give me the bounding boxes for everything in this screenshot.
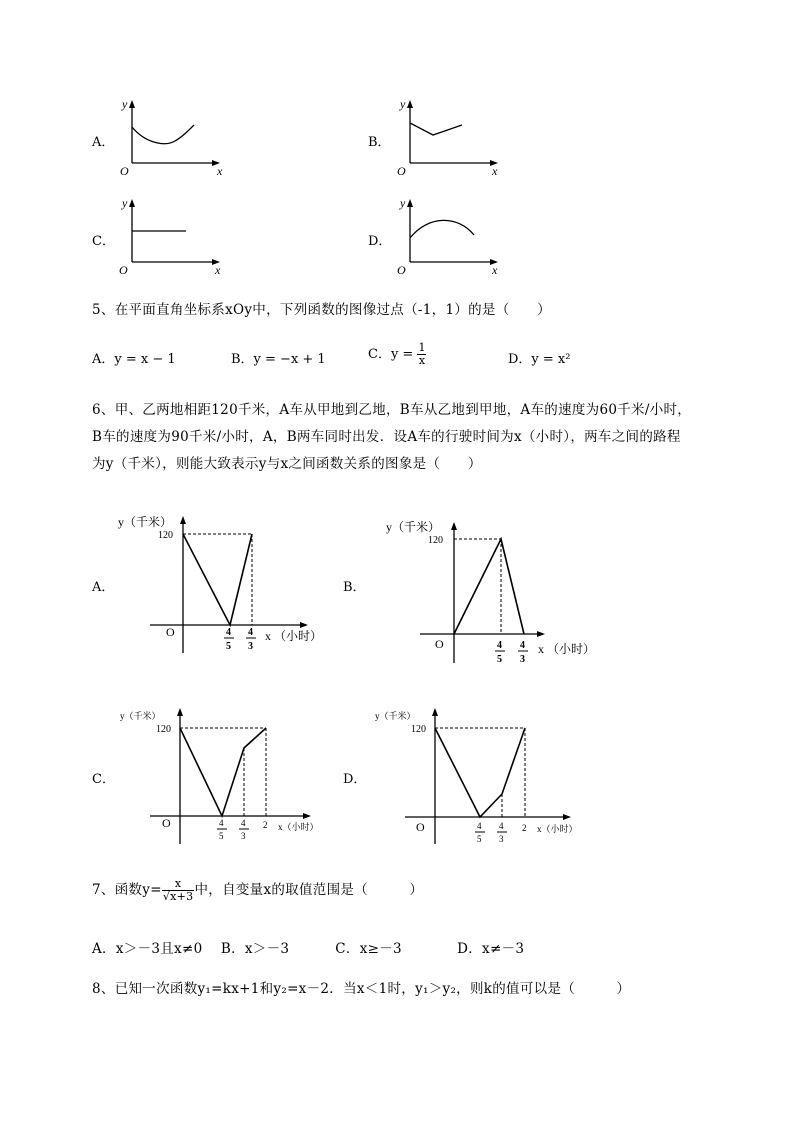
x-axis-label: x（小时） xyxy=(278,822,319,832)
question-7-options: A．x＞－3且x≠0 B．x＞－3 C．x≥－3 D．x≠－3 xyxy=(92,941,525,957)
tick-120: 120 xyxy=(156,724,171,735)
q5-option-d: D．y = x² xyxy=(508,352,571,367)
y-axis-label: y xyxy=(400,196,406,210)
q6-option-c-label: C． xyxy=(92,772,115,787)
q6-graph-b xyxy=(380,508,620,673)
y-axis-label: y（千米） xyxy=(120,711,161,721)
q6-option-b-label: B． xyxy=(343,580,366,595)
graph-4a xyxy=(110,95,230,180)
tick-4-5-num: 4 xyxy=(497,640,502,651)
q5-option-c-fraction xyxy=(417,342,426,367)
graph-4d xyxy=(388,193,508,278)
q6-graph-a xyxy=(110,508,340,668)
q5-option-c-prefix: C．y = xyxy=(368,347,414,362)
q6-option-d-label: D． xyxy=(343,772,367,787)
x-axis-label: x xyxy=(217,164,223,178)
fraction-numerator: 1 xyxy=(418,341,426,354)
tick-120: 120 xyxy=(158,530,173,541)
tick-4-3-den: 3 xyxy=(520,654,525,665)
option-b-label: B． xyxy=(368,135,391,150)
tick-4-5-den: 5 xyxy=(477,834,482,844)
y-axis-label: y（千米） xyxy=(386,520,441,534)
question-6-line-1: 6、甲、乙两地相距120千米，A车从甲地到乙地，B车从乙地到甲地，A车的速度为60千米/小时， xyxy=(92,402,692,418)
tick-4-3-den: 3 xyxy=(499,834,504,844)
origin-label: O xyxy=(162,816,171,830)
tick-4-3-num: 4 xyxy=(499,821,504,831)
x-axis-label: x（小时） xyxy=(537,824,578,834)
tick-4-3-num: 4 xyxy=(520,640,525,651)
origin-label: O xyxy=(119,263,128,277)
option-d-label: D． xyxy=(368,234,392,249)
q5-option-a: A．y = x − 1 xyxy=(92,352,176,367)
x-axis-label: x xyxy=(215,263,221,277)
tick-2: 2 xyxy=(522,823,527,833)
x-axis-label: x xyxy=(492,164,498,178)
q7-stem-suffix: 中，自变量x的取值范围是（ ） xyxy=(194,882,424,898)
tick-4-5-den: 5 xyxy=(497,654,502,665)
origin-label: O xyxy=(166,625,175,639)
y-axis-label: y（千米） xyxy=(118,515,173,529)
tick-2: 2 xyxy=(263,820,268,830)
question-8-stem: 8、已知一次函数y₁=kx+1和y₂=x－2．当x＜1时，y₁＞y₂，则k的值可以是（ ） xyxy=(92,981,631,997)
q7-fraction xyxy=(162,878,195,903)
tick-4-5-num: 4 xyxy=(226,627,231,638)
fraction-denominator: √x+3 xyxy=(162,890,194,903)
x-axis-label: x （小时） xyxy=(265,629,323,643)
tick-4-3-num: 4 xyxy=(248,627,253,638)
q7-stem-prefix: 7、函数y= xyxy=(92,882,162,898)
origin-label: O xyxy=(397,164,406,178)
q6-graph-c xyxy=(110,704,340,854)
option-c-label: C． xyxy=(92,234,115,249)
question-6-line-2: B车的速度为90千米/小时，A，B两车同时出发．设A车的行驶时间为x（小时），两车之间的路程 xyxy=(92,429,681,445)
graph-4c xyxy=(110,193,230,278)
y-axis-label: y xyxy=(400,97,406,111)
tick-4-5-num: 4 xyxy=(477,821,482,831)
fraction-numerator: x xyxy=(162,878,195,891)
tick-4-3-num: 4 xyxy=(241,818,246,828)
y-axis-label: y xyxy=(122,196,128,210)
origin-label: O xyxy=(416,820,425,834)
tick-4-3-den: 3 xyxy=(241,831,246,841)
question-6-line-3: 为y（千米），则能大致表示y与x之间函数关系的图象是（ ） xyxy=(92,456,482,472)
tick-4-5-num: 4 xyxy=(219,818,224,828)
origin-label: O xyxy=(397,263,406,277)
origin-label: O xyxy=(120,164,129,178)
tick-4-5-den: 5 xyxy=(226,641,231,652)
graph-4b xyxy=(388,95,508,180)
tick-120: 120 xyxy=(428,535,443,546)
y-axis-label: y xyxy=(122,97,128,111)
x-axis-label: x xyxy=(492,263,498,277)
option-a-label: A． xyxy=(92,135,115,150)
question-7-stem xyxy=(92,878,423,903)
question-5-stem: 5、在平面直角坐标系xOy中，下列函数的图像过点（-1，1）的是（ ） xyxy=(92,302,551,318)
tick-4-5-den: 5 xyxy=(219,831,224,841)
y-axis-label: y（千米） xyxy=(375,711,416,721)
tick-4-3-den: 3 xyxy=(248,641,253,652)
q5-option-b: B．y = −x + 1 xyxy=(231,352,326,367)
fraction-denominator: x xyxy=(418,354,426,367)
q5-option-c xyxy=(368,342,426,367)
tick-120: 120 xyxy=(411,724,426,735)
q6-graph-d xyxy=(365,704,595,854)
origin-label: O xyxy=(435,637,444,651)
x-axis-label: x （小时） xyxy=(538,642,596,656)
q6-option-a-label: A． xyxy=(92,580,115,595)
